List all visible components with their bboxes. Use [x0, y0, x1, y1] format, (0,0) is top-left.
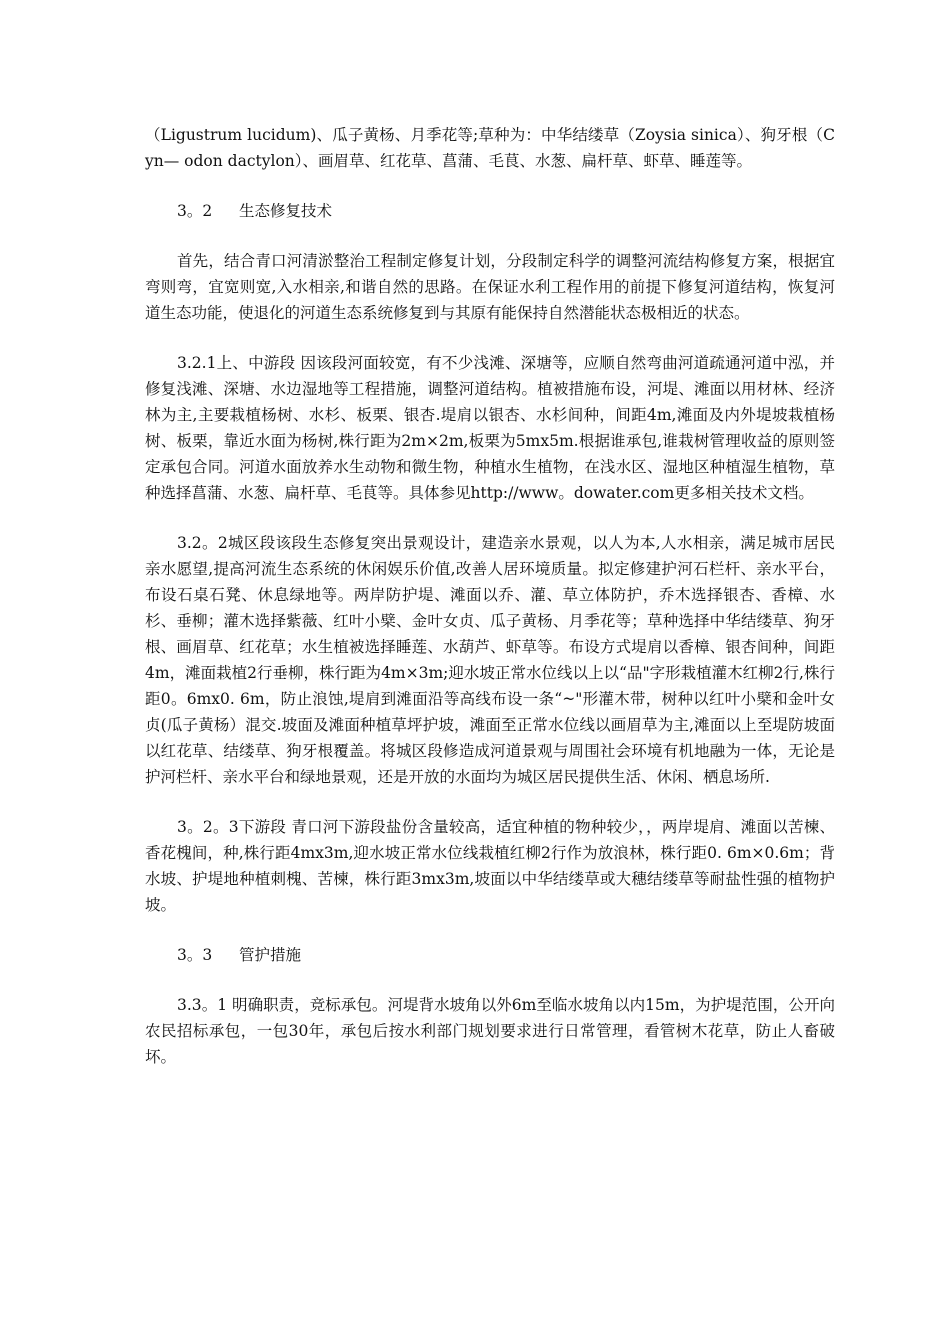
section-number: 3。2 [177, 202, 213, 220]
section-title: 生态修复技术 [239, 202, 333, 220]
paragraph-restoration-intro: 首先，结合青口河清淤整治工程制定修复计划，分段制定科学的调整河流结构修复方案，根据宜弯则弯，宜宽则宽,入水相亲,和谐自然的思路。在保证水利工程作用的前提下修复河道结构，恢复河道生态功能，使退化的河道生态系统修复到与其原有能保持自然潜能状态极相近的状态。 [145, 252, 835, 322]
section-heading-3-3 [145, 942, 835, 968]
paragraph-upper-middle-reach: 3.2.1上、中游段 因该段河面较宽，有不少浅滩、深塘等，应顺自然弯曲河道疏通河道中泓，并修复浅滩、深塘、水边湿地等工程措施，调整河道结构。植被措施布设，河堤、滩面以用材林、经济林为主,主要栽植杨树、水杉、板栗、银杏.堤肩以银杏、水杉间种，间距4m,滩面及内外堤坡栽植杨树、板栗，靠近水面为杨树,株行距为2m×2m,板栗为5mx5m.根据谁承包,谁栽树管理收益的原则签定承包合同。河道水面放养水生动物和微生物，种植水生植物，在浅水区、湿地区种植湿生植物，草种选择菖蒲、水葱、扁杆草、毛茛等。具体参见http://www。dowater.com更多相关技术文档。 [145, 354, 835, 502]
paragraph-species-list-continuation: （Ligustrum lucidum)、瓜子黄杨、月季花等;草种为：中华结缕草（Zoysia sinica）、狗牙根（Cyn— odon dactylon）、画眉草、红花草、菖蒲、毛茛、水葱、扁杆草、虾草、睡莲等。 [145, 126, 835, 170]
paragraph-lower-reach: 3。2。3下游段 青口河下游段盐份含量较高，适宜种植的物种较少，，两岸堤肩、滩面以苦楝、香花槐间，种,株行距4mx3m,迎水坡正常水位线栽植红柳2行作为放浪林，株行距0. 6m×0.6m；背水坡、护堤地种植刺槐、苦楝，株行距3mx3m,坡面以中华结缕草或大穗结缕草等耐盐性强的植物护坡。 [145, 818, 835, 914]
document-body [145, 122, 835, 1094]
section-heading-3-2 [145, 198, 835, 224]
section-number: 3。3 [177, 946, 213, 964]
section-title: 管护措施 [239, 946, 302, 964]
paragraph-management-contracting: 3.3。1 明确职责，竞标承包。河堤背水坡角以外6m至临水坡角以内15m，为护堤范围，公开向农民招标承包，一包30年，承包后按水利部门规划要求进行日常管理，看管树木花草，防止人畜破坏。 [145, 996, 835, 1066]
paragraph-urban-section: 3.2。2城区段该段生态修复突出景观设计，建造亲水景观，以人为本,人水相亲，满足城市居民亲水愿望,提高河流生态系统的休闲娱乐价值,改善人居环境质量。拟定修建护河石栏杆、亲水平台，布设石桌石凳、休息绿地等。两岸防护堤、滩面以乔、灌、草立体防护，乔木选择银杏、香樟、水杉、垂柳；灌木选择紫薇、红叶小檗、金叶女贞、瓜子黄杨、月季花等；草种选择中华结缕草、狗牙根、画眉草、红花草；水生植被选择睡莲、水葫芦、虾草等。布设方式堤肩以香樟、银杏间种，间距4m，滩面栽植2行垂柳，株行距为4m×3m;迎水坡正常水位线以上以“品"字形栽植灌木红柳2行,株行距0。6mx0. 6m，防止浪蚀,堤肩到滩面沿等高线布设一条“~"形灌木带，树种以红叶小檗和金叶女贞(瓜子黄杨）混交.坡面及滩面种植草坪护坡，滩面至正常水位线以画眉草为主,滩面以上至堤防坡面以红花草、结缕草、狗牙根覆盖。将城区段修造成河道景观与周围社会环境有机地融为一体，无论是护河栏杆、亲水平台和绿地景观，还是开放的水面均为城区居民提供生活、休闲、栖息场所. [145, 534, 836, 786]
